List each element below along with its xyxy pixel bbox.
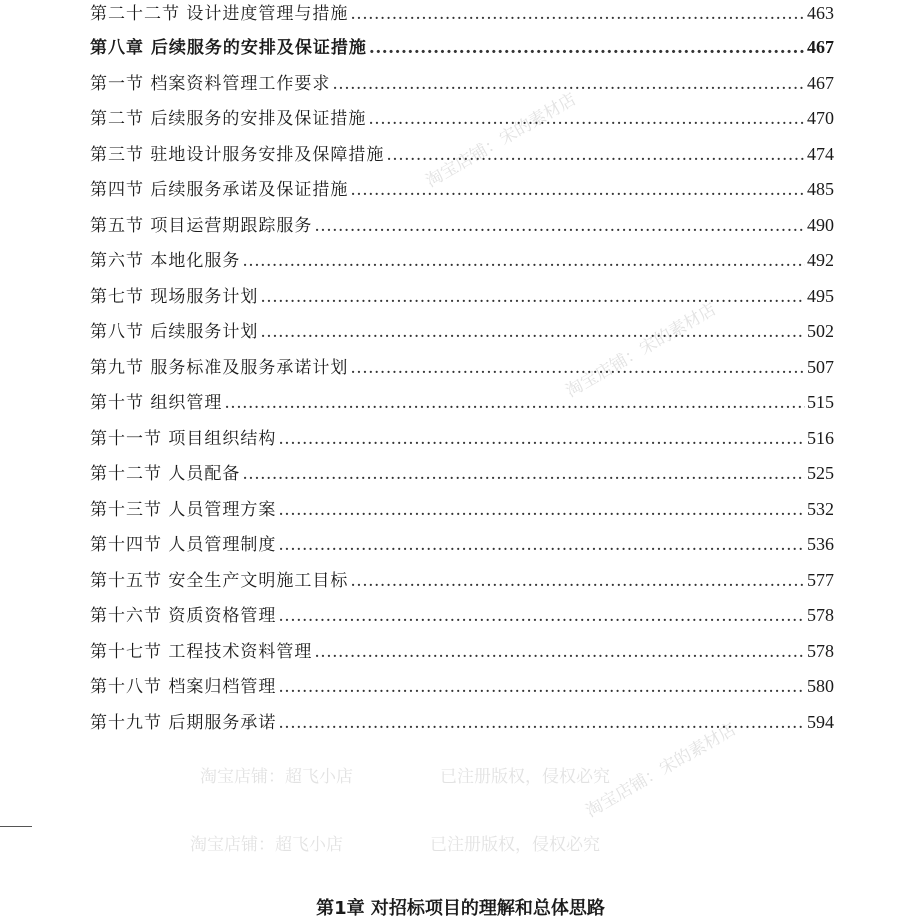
dot-leader: [278, 528, 805, 564]
toc-page-number: 507: [807, 356, 834, 377]
toc-page-number: 578: [807, 640, 834, 661]
watermark-shop-alt: 淘宝店铺：宋的素材店: [562, 299, 720, 402]
toc-entry[interactable]: [90, 634, 834, 670]
toc-entry-title: 第十一节 项目组织结构: [90, 428, 277, 449]
toc-page-number: 525: [807, 463, 834, 483]
dot-leader: [369, 31, 805, 67]
watermark-shop: 淘宝店铺：超飞小店: [200, 767, 353, 787]
dot-leader: [314, 635, 805, 671]
watermark-shop: 淘宝店铺：超飞小店: [190, 835, 343, 855]
toc-page-number: 577: [807, 569, 834, 590]
toc-entry-title: 第二十二节 设计进度管理与措施: [90, 4, 349, 24]
toc-page-number: 502: [807, 321, 834, 341]
dot-leader: [332, 67, 805, 103]
toc-entry[interactable]: [90, 208, 834, 244]
dot-leader: [368, 102, 805, 138]
toc-entry[interactable]: [90, 314, 834, 350]
dot-leader: [224, 386, 805, 422]
toc-page-number: 474: [807, 143, 834, 164]
toc-entry-title: 第十八节 档案归档管理: [90, 677, 277, 697]
dot-leader: [278, 599, 805, 635]
dot-leader: [386, 138, 805, 174]
dot-leader: [314, 209, 805, 245]
watermark-copyright: 已注册版权，侵权必究: [440, 767, 610, 787]
toc-entry-title: 第十九节 后期服务承诺: [90, 712, 277, 733]
toc-entry[interactable]: [90, 456, 834, 492]
toc-page-number: 516: [807, 427, 834, 448]
toc-entry[interactable]: [90, 279, 834, 315]
toc-entry-title: 第五节 项目运营期跟踪服务: [90, 215, 313, 236]
toc-entry[interactable]: [90, 0, 834, 30]
dot-leader: [350, 351, 805, 387]
toc-entry-title: 第十二节 人员配备: [90, 464, 241, 484]
watermark-copyright: 已注册版权，侵权必究: [430, 835, 600, 855]
toc-entry[interactable]: [90, 705, 834, 741]
watermark-shop-alt: 淘宝店铺：宋的素材店: [582, 719, 740, 822]
toc-page-number: 467: [807, 37, 834, 57]
toc-page-number: 463: [807, 3, 834, 23]
toc-page-number: 470: [807, 108, 834, 128]
toc-entry[interactable]: [90, 137, 834, 173]
dot-leader: [278, 670, 805, 706]
dot-leader: [242, 457, 805, 493]
toc-entry-title: 第四节 后续服务承诺及保证措施: [90, 180, 349, 200]
toc-entry-title: 第一节 档案资料管理工作要求: [90, 73, 331, 94]
toc-page-number: 580: [807, 676, 834, 696]
toc-entry[interactable]: [90, 563, 834, 599]
dot-leader: [260, 315, 805, 351]
margin-mark: [0, 826, 32, 827]
toc-entry[interactable]: [90, 598, 834, 634]
toc-entry[interactable]: [90, 527, 834, 563]
toc-entry[interactable]: [90, 172, 834, 208]
toc-page-number: 495: [807, 285, 834, 306]
section-heading: 第1章 对招标项目的理解和总体思路: [316, 898, 605, 919]
toc-entry[interactable]: [90, 669, 834, 705]
toc-entry-title: 第十四节 人员管理制度: [90, 535, 277, 555]
watermark-shop-alt: 淘宝店铺：宋的素材店: [422, 89, 580, 192]
toc-entry[interactable]: [90, 385, 834, 421]
toc-entry-title: 第十五节 安全生产文明施工目标: [90, 570, 349, 591]
toc-entry[interactable]: [90, 101, 834, 137]
toc-entry-title: 第七节 现场服务计划: [90, 286, 259, 307]
dot-leader: [278, 422, 805, 458]
dot-leader: [242, 244, 805, 280]
dot-leader: [278, 706, 805, 742]
dot-leader: [278, 493, 805, 529]
dot-leader: [350, 1, 805, 27]
toc-page-number: 490: [807, 214, 834, 235]
dot-leader: [260, 280, 805, 316]
toc-entry-title: 第十节 组织管理: [90, 393, 223, 413]
toc-entry[interactable]: [90, 421, 834, 457]
dot-leader: [350, 564, 805, 600]
toc-entry-title: 第十六节 资质资格管理: [90, 606, 277, 626]
toc-page-number: 485: [807, 179, 834, 199]
toc-entry-title: 第九节 服务标准及服务承诺计划: [90, 357, 349, 378]
toc-entry[interactable]: [90, 350, 834, 386]
toc-page-number: 515: [807, 392, 834, 412]
toc-entry-title: 第六节 本地化服务: [90, 251, 241, 271]
toc-entry[interactable]: [90, 66, 834, 102]
toc-entry-title: 第十三节 人员管理方案: [90, 499, 277, 520]
toc-page-number: 532: [807, 498, 834, 519]
toc-entry[interactable]: [90, 492, 834, 528]
toc-entry-title: 第八节 后续服务计划: [90, 322, 259, 342]
toc-entry-title: 第十七节 工程技术资料管理: [90, 641, 313, 662]
toc-page-number: 578: [807, 605, 834, 625]
toc-entry-title: 第二节 后续服务的安排及保证措施: [90, 109, 367, 129]
table-of-contents: [90, 0, 834, 740]
toc-page-number: 536: [807, 534, 834, 554]
toc-entry[interactable]: [90, 243, 834, 279]
toc-entry-title: 第三节 驻地设计服务安排及保障措施: [90, 144, 385, 165]
toc-chapter-entry[interactable]: [90, 30, 834, 66]
toc-entry-title: 第八章 后续服务的安排及保证措施: [90, 38, 367, 58]
toc-page-number: 594: [807, 711, 834, 732]
dot-leader: [350, 173, 805, 209]
toc-page-number: 467: [807, 72, 834, 93]
toc-page-number: 492: [807, 250, 834, 270]
